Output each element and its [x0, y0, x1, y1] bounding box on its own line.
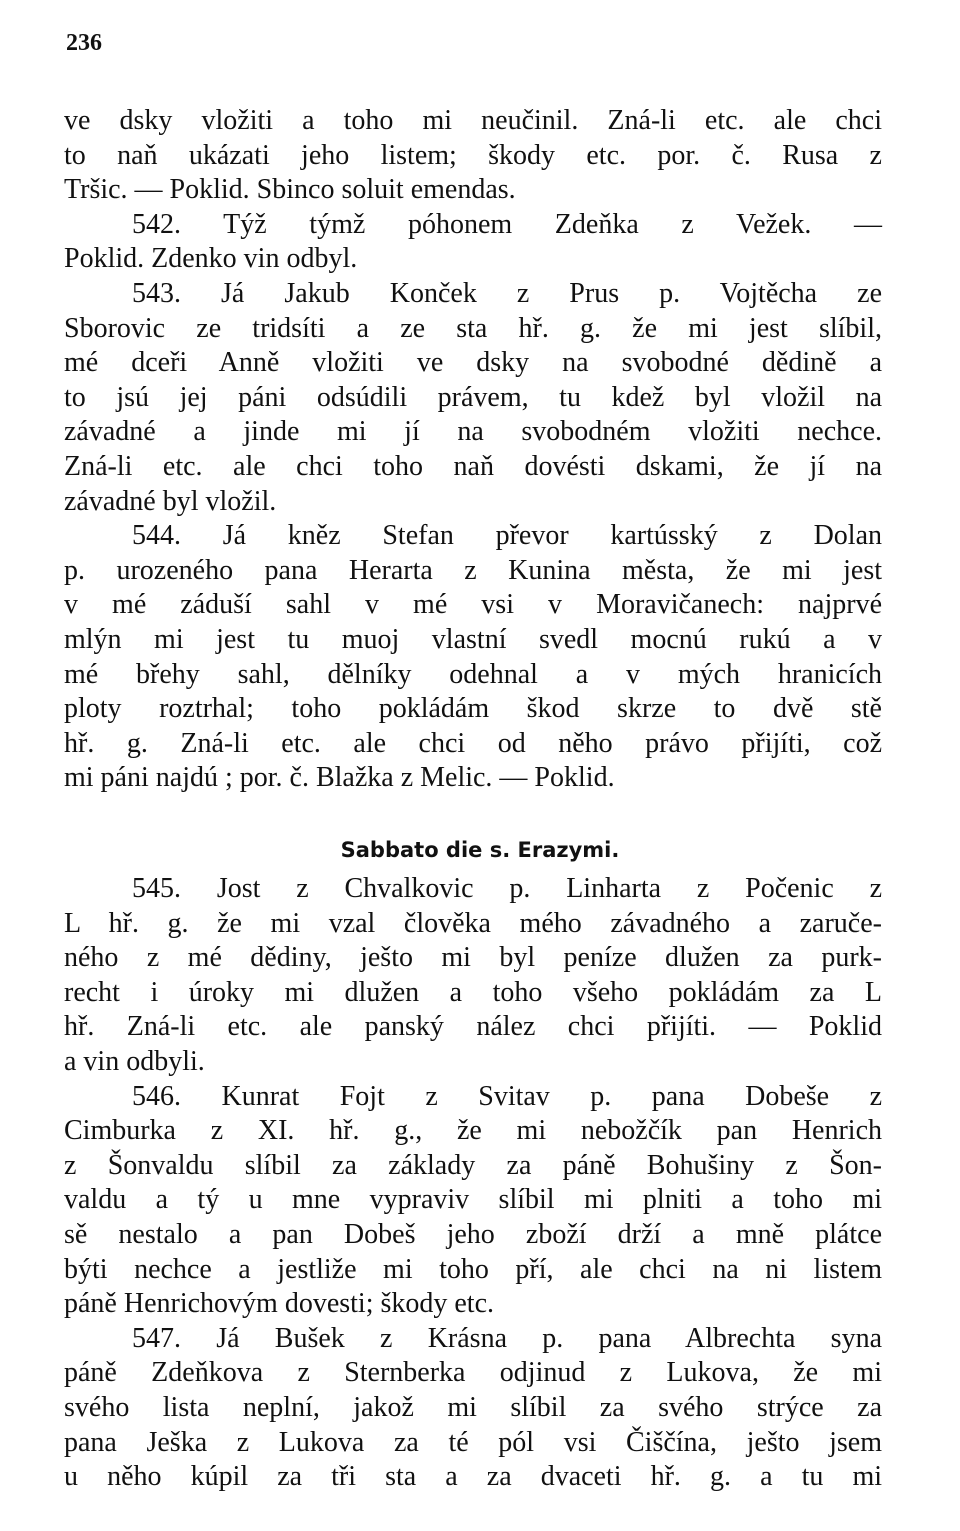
text-line: ve dsky vložiti a toho mi neučinil. Zná-li etc. ale chci	[64, 105, 882, 136]
text-line: mé břehy sahl, dělníky odehnal a v mých hranicích	[64, 658, 882, 690]
text-line: p. urozeného pana Herarta z Kunina města, že mi jest	[64, 554, 882, 586]
text-line: ného z mé dědiny, ješto mi byl peníze dlužen za purk-	[64, 942, 882, 974]
text-block-upper	[64, 104, 882, 796]
text-line: u něho kúpil za tři sta a za dvaceti hř. g. a tu mi	[64, 1461, 882, 1493]
text-line: recht i úroky mi dlužen a toho všeho pokládám za L	[64, 976, 882, 1008]
text-line: Tršic. — Poklid. Sbinco soluit emendas.	[64, 174, 516, 206]
page-number: 236	[66, 30, 102, 56]
text-line: 544. Já kněz Stefan převor kartússký z Dolan	[132, 520, 882, 552]
text-line: svého lista neplní, jakož mi slíbil za svého strýce za	[64, 1391, 882, 1423]
text-line: v mé záduší sahl v mé vsi v Moravičanech: najprvé	[64, 589, 882, 621]
text-line: páně Zdeňkova z Sternberka odjinud z Lukova, že mi	[64, 1357, 882, 1389]
text-line: valdu a tý u mne vypraviv slíbil mi plniti a toho mi	[64, 1184, 882, 1216]
text-line: z Šonvaldu slíbil za základy za páně Bohušiny z Šon-	[64, 1149, 882, 1181]
text-line: mlýn mi jest tu muoj vlastní svedl mocnú rukú a v	[64, 623, 882, 655]
text-line: Sborovic ze tridsíti a ze sta hř. g. že mi jest slíbil,	[64, 312, 882, 344]
text-line: mi páni najdú ; por. č. Blažka z Melic. — Poklid.	[64, 762, 615, 794]
text-line: hř. Zná-li etc. ale panský nález chci přijíti. — Poklid	[64, 1011, 882, 1043]
text-line: Poklid. Zdenko vin odbyl.	[64, 243, 358, 275]
text-line: a vin odbyli.	[64, 1045, 205, 1077]
text-line: páně Henrichovým dovesti; škody etc.	[64, 1288, 495, 1320]
text-line: 546. Kunrat Fojt z Svitav p. pana Dobeše z	[132, 1080, 882, 1112]
text-line: ploty roztrhal; toho pokládám škod skrze to dvě stě	[64, 693, 882, 725]
text-line: 543. Já Jakub Konček z Prus p. Vojtěcha ze	[132, 277, 882, 309]
text-line: Cimburka z XI. hř. g., že mi nebožčík pan Henrich	[64, 1115, 882, 1147]
text-line: závadné a jinde mi jí na svobodném vložiti nechce.	[64, 416, 882, 448]
text-line: závadné byl vložil.	[64, 485, 277, 517]
text-line: to jsú jej páni odsúdili právem, tu kdež byl vložil na	[64, 381, 882, 413]
text-line: 547. Já Bušek z Krásna p. pana Albrechta syna	[132, 1322, 882, 1354]
text-line: L hř. g. že mi vzal člověka mého závadného a zaruče-	[64, 907, 882, 939]
text-line: 542. Týž týmž póhonem Zdeňka z Vežek. —	[132, 208, 882, 240]
text-block-lower	[64, 872, 882, 1495]
text-line: mé dceři Anně vložiti ve dsky na svobodné dědině a	[64, 347, 882, 379]
section-heading: Sabbato die s. Erazymi.	[340, 838, 620, 862]
text-line: sě nestalo a pan Dobeš jeho zboží drží a mně plátce	[64, 1218, 882, 1250]
text-line: hř. g. Zná-li etc. ale chci od něho právo přijíti, což	[64, 727, 882, 759]
text-line: býti nechce a jestliže mi toho pří, ale chci na ni listem	[64, 1253, 882, 1285]
text-line: 545. Jost z Chvalkovic p. Linharta z Počenic z	[132, 873, 882, 904]
text-line: Zná-li etc. ale chci toho naň dovésti dskami, že jí na	[64, 450, 882, 482]
text-line: to naň ukázati jeho listem; škody etc. por. č. Rusa z	[64, 139, 882, 171]
text-line: pana Ješka z Lukova za té pól vsi Čiščína, ješto jsem	[64, 1426, 882, 1458]
